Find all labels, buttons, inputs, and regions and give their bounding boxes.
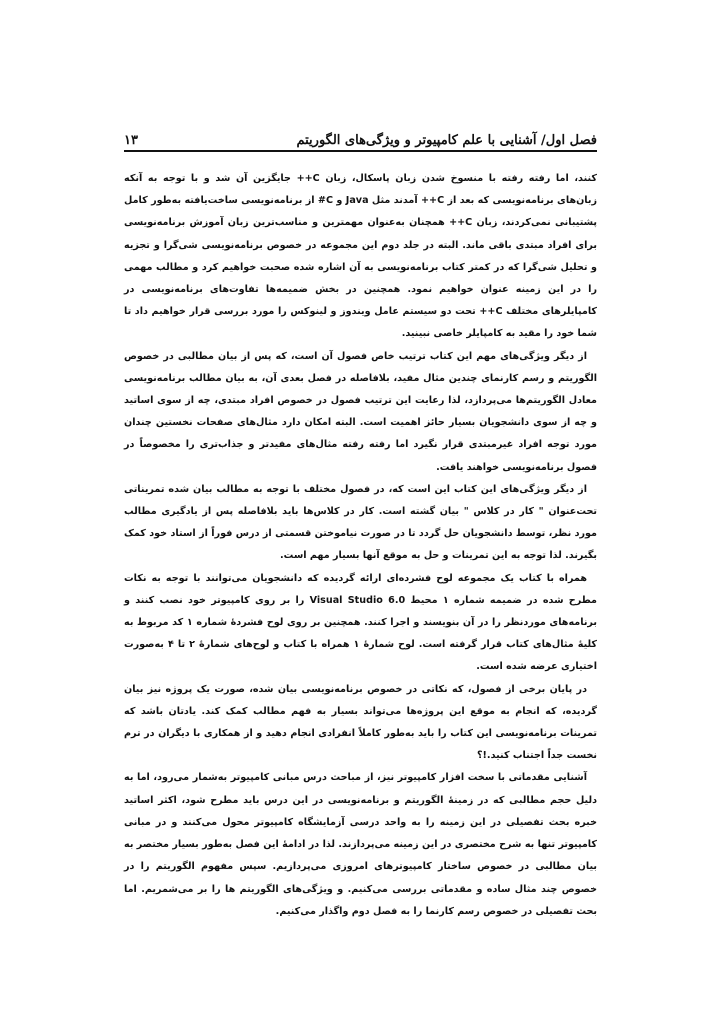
paragraph-3: از دیگر ویژگی‌های این کتاب این است که، در فصول مختلف با توجه به مطالب بیان شده تمریناتی تحت‌عنوان " کار در کلاس " بیان گشته است. کار در کلاس‌ها باید بلافاصله پس از یادگیری مطالب مورد نظر، توسط دانشجویان حل گردد تا در صورت نیاموختن قسمتی از درس فوراً از استاد خود کمک بگیرند. لذا توجه به این تمرینات و حل به موقع آنها بسیار مهم است. [124,483,597,562]
page-header [124,120,597,152]
running-title: فصل اول/ آشنایی با علم کامپیوتر و ویژگی‌های الگوریتم [296,133,597,148]
body-text [124,168,597,923]
paragraph-6: آشنایی مقدماتی با سخت افزار کامپیوتر نیز، از مباحث درس مبانی کامپیوتر به‌شمار می‌رود، اما به دلیل حجم مطالبی که در زمینهٔ الگوریتم و برنامه‌نویسی در این درس باید مطرح شود، اکثر اساتید خبره بحث تفصیلی در این زمینه را به واحد درسی آزمایشگاه کامپیوتر محول می‌کنند و در مبانی کامپیوتر تنها به شرح مختصری در این زمینه می‌پردازند. لذا در ادامهٔ این فصل به‌طور بسیار مختصر به بیان مطالبی در خصوص ساختار کامپیوترهای امروزی می‌پردازیم. سپس مفهوم الگوریتم را در خصوص چند مثال ساده و مقدماتی بررسی می‌کنیم. و ویژگی‌های الگوریتم ها را بر می‌شمریم. اما بحث تفصیلی در خصوص رسم کارنما را به فصل دوم واگذار می‌کنیم. [124,772,597,917]
paragraph-4: همراه با کتاب یک مجموعه لوح فشرده‌ای ارائه گردیده که دانشجویان می‌توانند با توجه به نکات مطرح شده در ضمیمه شماره ۱ محیط Visual Studio 6.0 را بر روی کامپیوتر خود نصب کنند و برنامه‌های موردنظر را در آن بنویسند و اجرا کنند. همچنین بر روی لوح فشردهٔ شماره ۱ کد مربوط به کلیهٔ مثال‌های کتاب قرار گرفته است. لوح شمارهٔ ۱ همراه با کتاب و لوح‌های شمارهٔ ۲ تا ۴ به‌صورت اختیاری عرضه شده است. [124,572,598,673]
page-number: ۱۳ [124,133,138,148]
paragraph-2: از دیگر ویژگی‌های مهم این کتاب ترتیب خاص فصول آن است، که پس از بیان مطالبی در خصوص الگوریتم و رسم کارنمای چندین مثال مفید، بلافاصله در فصل بعدی آن، به بیان مطالب برنامه‌نویسی معادل الگوریتم‌ها می‌پردازد، لذا رعایت این ترتیب فصول در خصوص افراد مبتدی، چه از سوی اساتید و چه از سوی دانشجویان بسیار حائز اهمیت است. البته امکان دارد مثال‌های صفحات نخستین چندان مورد توجه افراد غیرمبتدی قرار نگیرد اما رفته رفته مثال‌های مفیدتر و جذاب‌تری را مخصوصاً در فصول برنامه‌نویسی خواهند یافت. [124,350,597,473]
paragraph-5: در پایان برخی از فصول، که نکاتی در خصوص برنامه‌نویسی بیان شده، صورت یک پروژه نیز بیان گردیده، که انجام به موقع این پروژه‌ها می‌تواند بسیار به فهم مطالب کمک کند. یادتان باشد که تمرینات برنامه‌نویسی این کتاب را باید به‌طور کاملاً انفرادی انجام دهید و از همکاری با دیگران در ترم نخست جداً اجتناب کنید.!؟ [124,683,597,762]
paragraph-1: کنند، اما رفته رفته با منسوخ شدن زبان پاسکال، زبان C++ جایگزین آن شد و با توجه به آنکه زبان‌های برنامه‌نویسی که بعد از C++ آمدند مثل Java و C# از برنامه‌نویسی ساخت‌یافته به‌طور کامل پشتیبانی نمی‌کردند، زبان C++ همچنان به‌عنوان مهمترین و مناسب‌ترین زبان آموزش برنامه‌نویسی برای افراد مبتدی باقی ماند. البته در جلد دوم این مجموعه در خصوص برنامه‌نویسی شی‌گرا و تجزیه و تحلیل شی‌گرا که در کمتر کتاب برنامه‌نویسی به آن اشاره شده صحبت خواهیم کرد و مطالب مهمی را در این زمینه عنوان خواهیم نمود. همچنین در بخش ضمیمه‌ها تفاوت‌های برنامه‌نویسی در کامپایلرهای مختلف C++ تحت دو سیستم عامل ویندوز و لینوکس را مورد بررسی قرار خواهیم داد تا شما خود را مقید به کامپایلر خاصی نبینید. [124,173,598,340]
